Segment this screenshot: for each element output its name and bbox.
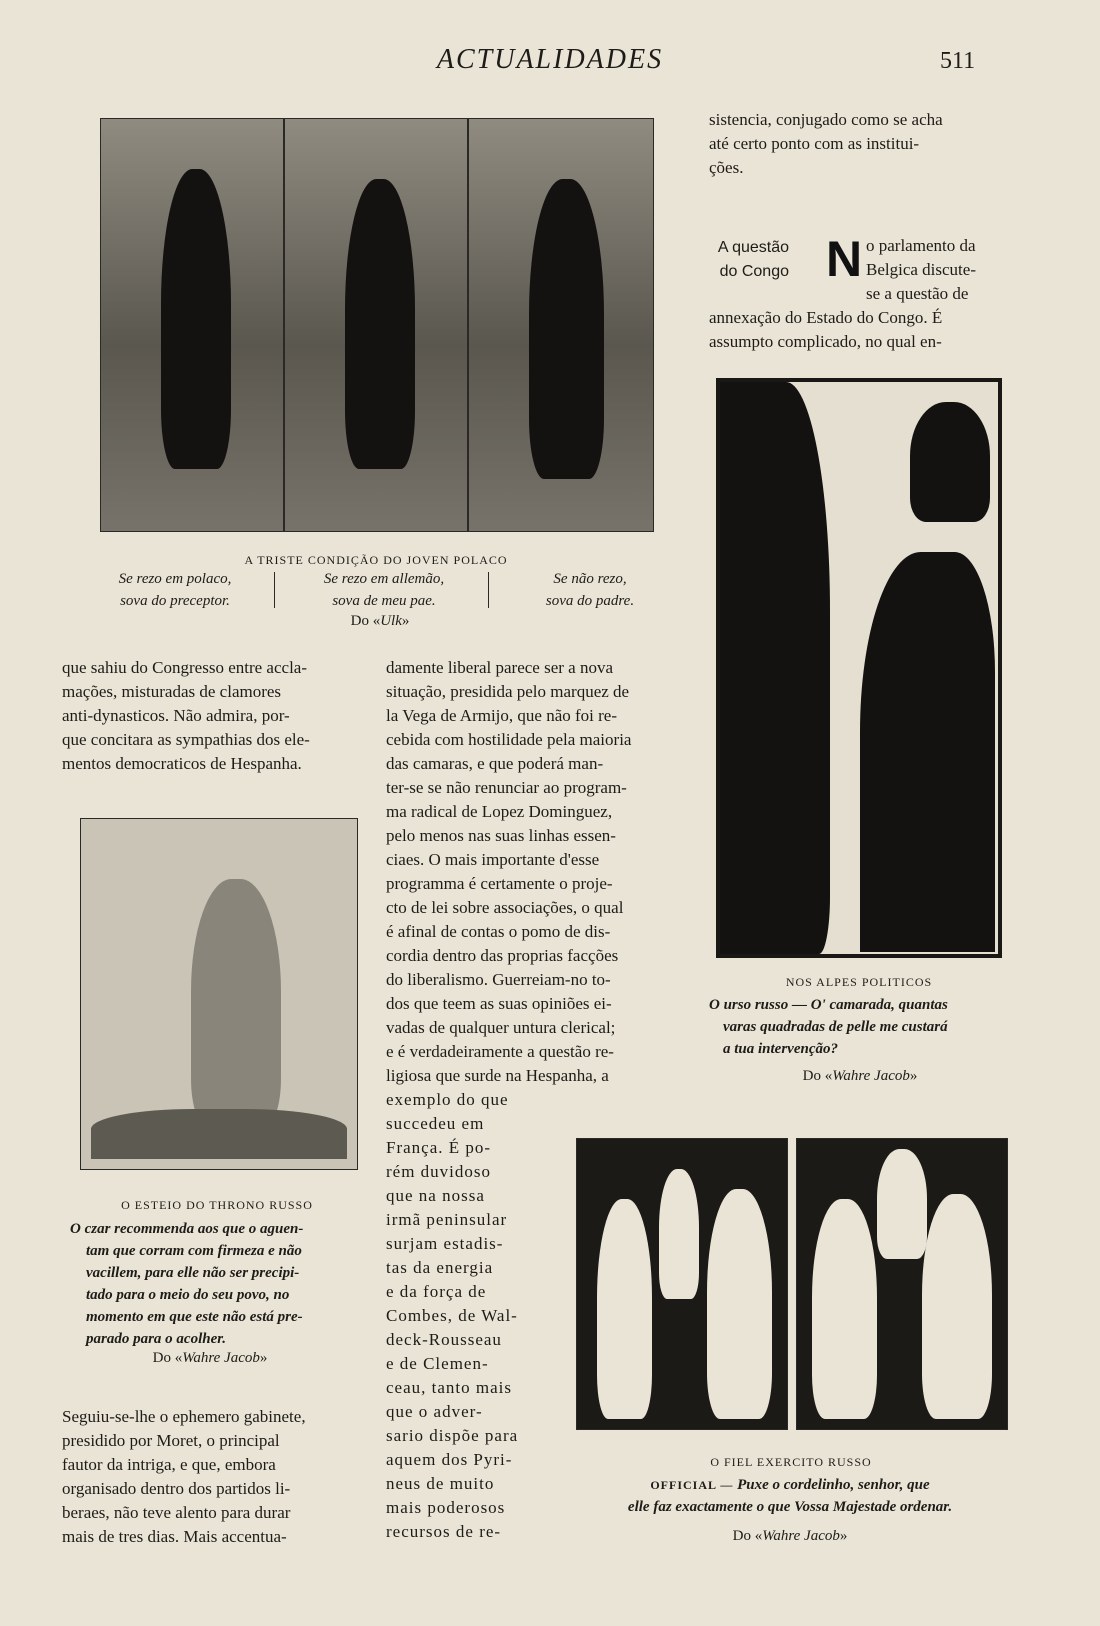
text-line: ciaes. O mais importante d'esse	[386, 850, 600, 869]
text-line: mações, misturadas de clamores	[62, 682, 282, 701]
text-line: neus de muito	[386, 1474, 495, 1493]
caption-line: parado para o acolher.	[86, 1331, 227, 1347]
credit-suffix: »	[401, 613, 410, 629]
text-line: que sahiu do Congresso entre accla-	[62, 658, 307, 677]
congo-text-wide	[709, 306, 1009, 354]
text-line: e da força de	[386, 1282, 487, 1301]
text-line: que concitara as sympathias dos ele-	[62, 730, 310, 749]
figure-title: A TRISTE CONDIÇÃO DO JOVEN POLACO	[244, 553, 508, 567]
text-line: que na nossa	[386, 1186, 485, 1205]
figure-caption	[70, 1218, 360, 1350]
text-line: ligiosa que surde na Hespanha, a	[386, 1066, 609, 1085]
cliff-silhouette	[720, 382, 830, 954]
text-line: até certo ponto com as institui-	[709, 134, 920, 153]
figure-silhouette	[529, 179, 604, 479]
figure-title: O ESTEIO DO THRONO RUSSO	[121, 1198, 313, 1212]
text-line: é afinal de contas o pomo de dis-	[386, 922, 611, 941]
caption-line: Se rezo em allemão,	[323, 571, 445, 587]
text-line: sistencia, conjugado como se acha	[709, 110, 943, 129]
running-title: ACTUALIDADES	[436, 44, 664, 75]
caption-speaker: OFFICIAL —	[650, 1478, 734, 1492]
text-line: o parlamento da	[866, 236, 976, 255]
text-line: sario dispõe para	[386, 1426, 519, 1445]
credit-suffix: »	[839, 1528, 848, 1544]
caption-line: vacillem, para elle não ser precipi-	[86, 1265, 300, 1281]
text-line: cordia dentro das proprias facções	[386, 946, 619, 965]
credit-source: Wahre Jacob	[832, 1068, 910, 1084]
figure-alpes-politicos	[716, 378, 1002, 958]
figure-credit	[110, 1350, 310, 1367]
text-line: Belgica discute-	[866, 260, 976, 279]
text-line: ma radical de Lopez Dominguez,	[386, 802, 613, 821]
figure-caption-2	[284, 568, 484, 612]
text-line: Combes, de Wal-	[386, 1306, 518, 1325]
text-line: dos que teem as suas opiniões ei-	[386, 994, 612, 1013]
text-line: mais de tres dias. Mais accentua-	[62, 1527, 287, 1546]
soldier-silhouette	[922, 1194, 992, 1419]
text-line: beraes, não teve alento para durar	[62, 1503, 291, 1522]
cartoon-panel-1	[101, 119, 285, 531]
figure-silhouette	[161, 169, 231, 469]
figure-fiel-exercito-panel-2	[796, 1138, 1008, 1430]
caption-line: Se rezo em polaco,	[118, 571, 232, 587]
figure-caption	[560, 1474, 1020, 1518]
caption-divider	[274, 572, 275, 608]
credit-prefix: Do «	[152, 1350, 183, 1366]
text-line: situação, presidida pelo marquez de	[386, 682, 630, 701]
figure-fiel-exercito-panel-1	[576, 1138, 788, 1430]
text-line: do liberalismo. Guerreiam-no to-	[386, 970, 611, 989]
figure-credit	[690, 1528, 890, 1545]
crowd-silhouette	[91, 1109, 347, 1159]
section-label	[709, 236, 789, 284]
figure-title: O FIEL EXERCITO RUSSO	[710, 1455, 872, 1469]
czar-puppet-silhouette	[659, 1169, 699, 1299]
text-line: presidido por Moret, o principal	[62, 1431, 280, 1450]
caption-line: sova do padre.	[545, 593, 635, 609]
text-line: se a questão de	[866, 284, 969, 303]
caption-line: elle faz exactamente o que Vossa Majestade ordenar.	[627, 1499, 953, 1515]
text-line: cto de lei sobre associações, o qual	[386, 898, 624, 917]
figure-caption-1	[80, 568, 270, 612]
cartoon-panel-2	[285, 119, 469, 531]
credit-source: Wahre Jacob	[762, 1528, 840, 1544]
middle-column	[386, 656, 686, 1088]
text-line: aquem dos Pyri-	[386, 1450, 513, 1469]
page-number: 511	[940, 48, 976, 74]
text-line: Seguiu-se-lhe o ephemero gabinete,	[62, 1407, 306, 1426]
text-line: cebida com hostilidade pela maioria	[386, 730, 632, 749]
officer-silhouette	[812, 1199, 877, 1419]
officer-silhouette	[597, 1199, 652, 1419]
text-line: tas da energia	[386, 1258, 494, 1277]
right-column-top	[709, 108, 1009, 180]
climber-silhouette	[910, 402, 990, 522]
text-line: assumpto complicado, no qual en-	[709, 332, 942, 351]
caption-divider	[488, 572, 489, 608]
caption-line: O czar recommenda aos que o aguen-	[70, 1221, 304, 1237]
soldier-silhouette	[707, 1189, 772, 1419]
text-line: França. É po-	[386, 1138, 492, 1157]
text-line: e é verdadeiramente a questão re-	[386, 1042, 614, 1061]
text-line: que o adver-	[386, 1402, 483, 1421]
text-line: e de Clemen-	[386, 1354, 489, 1373]
credit-source: Ulk	[380, 613, 402, 629]
text-line: mais poderosos	[386, 1498, 506, 1517]
text-line: anti-dynasticos. Não admira, por-	[62, 706, 290, 725]
text-line: das camaras, e que poderá man-	[386, 754, 604, 773]
caption-line: varas quadradas de pelle me custará	[723, 1019, 948, 1035]
caption-line: tado para o meio do seu povo, no	[86, 1287, 290, 1303]
figure-credit	[280, 613, 480, 630]
credit-prefix: Do «	[802, 1068, 833, 1084]
text-line: fautor da intriga, e que, embora	[62, 1455, 276, 1474]
left-column-bottom	[62, 1405, 362, 1549]
congo-text-narrow	[866, 234, 1010, 306]
bear-silhouette	[860, 552, 995, 952]
text-line: recursos de re-	[386, 1522, 502, 1541]
caption-line: Puxe o cordelinho, senhor, que	[737, 1477, 930, 1493]
text-line: pelo menos nas suas linhas essen-	[386, 826, 616, 845]
text-line: organisado dentro dos partidos li-	[62, 1479, 291, 1498]
left-column-top	[62, 656, 362, 776]
caption-line: O' camarada, quantas	[810, 997, 948, 1013]
cartoon-panel-3	[469, 119, 653, 531]
text-line: ceau, tanto mais	[386, 1378, 512, 1397]
figure-silhouette	[345, 179, 415, 469]
text-line: programma é certamente o proje-	[386, 874, 613, 893]
soldier-silhouette	[191, 879, 281, 1129]
figure-esteio-throno	[80, 818, 358, 1170]
text-line: deck-Rousseau	[386, 1330, 502, 1349]
text-line: vadas de qualquer untura clerical;	[386, 1018, 616, 1037]
figure-title: NOS ALPES POLITICOS	[785, 975, 933, 989]
caption-line: sova de meu pae.	[332, 593, 436, 609]
figure-caption	[709, 994, 1009, 1060]
figure-credit	[760, 1068, 960, 1085]
drop-cap: N	[826, 231, 863, 287]
label-line: do Congo	[719, 263, 789, 280]
caption-line: tam que corram com firmeza e não	[86, 1243, 302, 1259]
credit-suffix: »	[909, 1068, 918, 1084]
caption-speaker: O urso russo —	[709, 997, 807, 1013]
credit-suffix: »	[259, 1350, 268, 1366]
text-line: la Vega de Armijo, que não foi re-	[386, 706, 618, 725]
middle-column-narrow	[386, 1088, 536, 1544]
caption-line: sova do preceptor.	[120, 593, 230, 609]
text-line: damente liberal parece ser a nova	[386, 658, 614, 677]
credit-prefix: Do «	[350, 613, 381, 629]
czar-puppet-silhouette	[877, 1149, 927, 1259]
text-line: surjam estadis-	[386, 1234, 504, 1253]
text-line: ções.	[709, 158, 744, 177]
caption-line: Se não rezo,	[553, 571, 627, 587]
text-line: ter-se se não renunciar ao program-	[386, 778, 627, 797]
text-line: irmã peninsular	[386, 1210, 508, 1229]
caption-line: a tua intervenção?	[723, 1041, 838, 1057]
text-line: mentos democraticos de Hespanha.	[62, 754, 302, 773]
caption-line: momento em que este não está pre-	[86, 1309, 303, 1325]
credit-prefix: Do «	[732, 1528, 763, 1544]
text-line: rém duvidoso	[386, 1162, 492, 1181]
figure-joven-polaco	[100, 118, 654, 532]
text-line: succedeu em	[386, 1114, 485, 1133]
label-line: A questão	[717, 239, 789, 256]
text-line: annexação do Estado do Congo. É	[709, 308, 943, 327]
figure-caption-3	[500, 568, 680, 612]
credit-source: Wahre Jacob	[182, 1350, 260, 1366]
text-line: exemplo do que	[386, 1090, 509, 1109]
